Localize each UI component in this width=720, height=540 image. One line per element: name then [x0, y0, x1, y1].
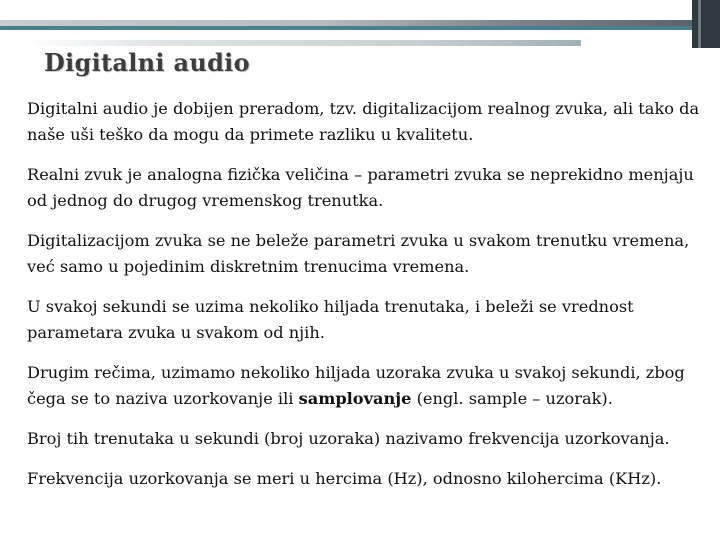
paragraph-7: Frekvencija uzorkovanja se meri u hercima (Hz), odnosno kilohercima (KHz).: [27, 469, 662, 488]
paragraph-3: Digitalizacijom zvuka se ne beleže parametri zvuka u svakom trenutku vremena, već samo u pojedinim diskretnim trenucima vremena.: [27, 231, 690, 276]
paragraph-5-text-start: Drugim rečima, uzimamo nekoliko hiljada uzoraka zvuka u svakoj sekundi, zbog čega se to naziva uzorkovanje ili: [27, 363, 685, 408]
slide-title: Digitalni audio: [44, 48, 250, 77]
paragraph-5: [27, 360, 705, 412]
decorative-corner-block: [692, 0, 720, 48]
title-underline: [26, 40, 581, 46]
decorative-top-stripe: [0, 26, 720, 30]
paragraph-6: Broj tih trenutaka u sekundi (broj uzoraka) nazivamo frekvencija uzorkovanja.: [27, 429, 670, 448]
paragraph-2: Realni zvuk je analogna fizička veličina – parametri zvuka se neprekidno menjaju od jednog do drugog vremenskog trenutka.: [27, 165, 694, 210]
paragraph-1: Digitalni audio je dobijen preradom, tzv. digitalizacijom realnog zvuka, ali tako da naše uši teško da mogu da primete razliku u kvalitetu.: [27, 99, 700, 144]
slide-body: [27, 96, 705, 506]
paragraph-4: U svakoj sekundi se uzima nekoliko hiljada trenutaka, i beleži se vrednost parametara zvuka u svakom od njih.: [27, 297, 634, 342]
term-samplovanje: samplovanje: [298, 389, 412, 408]
paragraph-5-text-end: (engl. sample – uzorak).: [411, 389, 613, 408]
